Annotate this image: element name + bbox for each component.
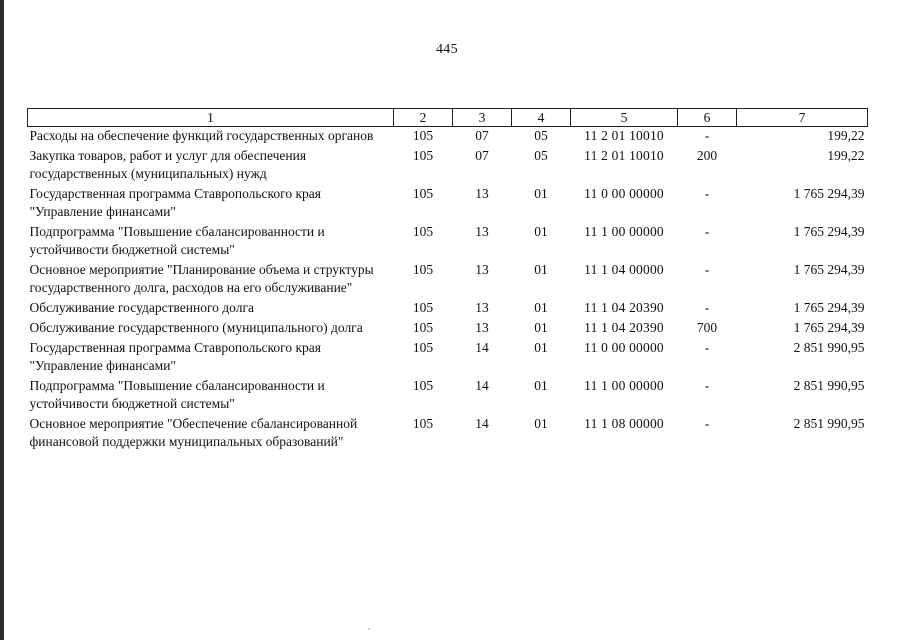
table-row — [28, 299, 868, 319]
target-item-code-cell: 11 1 00 00000 — [584, 224, 664, 239]
table-row — [28, 339, 868, 377]
column-number-row — [28, 109, 868, 127]
target-item-code-cell: 11 1 08 00000 — [584, 416, 664, 431]
table-body — [28, 127, 868, 454]
section-code-cell: 13 — [475, 186, 489, 201]
column-header-2: 2 — [394, 109, 453, 127]
ministry-code-cell: 105 — [412, 262, 434, 277]
expense-name-cell: Расходы на обеспечение функций государственных органов — [29, 128, 374, 143]
expense-name-cell: Обслуживание государственного (муниципального) долга — [29, 320, 363, 335]
expense-type-code-cell: - — [704, 378, 710, 393]
expense-type-code-cell: - — [704, 224, 710, 239]
amount-cell: 1 765 294,39 — [793, 300, 865, 315]
target-item-code-cell: 11 2 01 10010 — [584, 148, 664, 163]
expense-type-code-cell: - — [704, 128, 710, 143]
amount-cell: 1 765 294,39 — [793, 224, 865, 239]
section-code-cell: 13 — [475, 224, 489, 239]
expense-type-code-cell: - — [704, 340, 710, 355]
section-code-cell: 07 — [475, 128, 489, 143]
ministry-code-cell: 105 — [412, 378, 434, 393]
column-header-6: 6 — [678, 109, 737, 127]
amount-cell: 2 851 990,95 — [793, 416, 865, 431]
subsection-code-cell: 01 — [534, 262, 548, 277]
section-code-cell: 13 — [475, 262, 489, 277]
table-row — [28, 377, 868, 415]
table-row — [28, 147, 868, 185]
ministry-code-cell: 105 — [412, 186, 434, 201]
table-row — [28, 223, 868, 261]
table-row — [28, 261, 868, 299]
amount-cell: 2 851 990,95 — [793, 340, 865, 355]
table-row — [28, 415, 868, 453]
ministry-code-cell: 105 — [412, 224, 434, 239]
amount-cell: 199,22 — [827, 148, 865, 163]
page-number: 445 — [436, 42, 458, 57]
target-item-code-cell: 11 0 00 00000 — [584, 340, 664, 355]
expense-name-cell: Государственная программа Ставропольского края "Управление финансами" — [29, 340, 321, 373]
table-row — [28, 185, 868, 223]
expense-name-cell: Закупка товаров, работ и услуг для обеспечения государственных (муниципальных) нужд — [29, 148, 307, 181]
section-code-cell: 14 — [475, 416, 489, 431]
expense-name-cell: Основное мероприятие "Планирование объема и структуры государственного долга, расходов на его обслуживание" — [29, 262, 374, 295]
expense-type-code-cell: - — [704, 416, 710, 431]
column-header-7: 7 — [737, 109, 868, 127]
column-header-4: 4 — [512, 109, 571, 127]
column-header-1: 1 — [28, 109, 394, 127]
target-item-code-cell: 11 0 00 00000 — [584, 186, 664, 201]
expense-type-code-cell: 700 — [696, 320, 718, 335]
target-item-code-cell: 11 2 01 10010 — [584, 128, 664, 143]
ministry-code-cell: 105 — [412, 320, 434, 335]
subsection-code-cell: 01 — [534, 378, 548, 393]
section-code-cell: 07 — [475, 148, 489, 163]
target-item-code-cell: 11 1 04 00000 — [584, 262, 664, 277]
subsection-code-cell: 01 — [534, 320, 548, 335]
table-row — [28, 127, 868, 148]
column-header-5: 5 — [571, 109, 678, 127]
subsection-code-cell: 05 — [534, 128, 548, 143]
page-left-edge — [0, 0, 4, 640]
amount-cell: 1 765 294,39 — [793, 320, 865, 335]
subsection-code-cell: 01 — [534, 300, 548, 315]
table-row — [28, 319, 868, 339]
section-code-cell: 13 — [475, 320, 489, 335]
expense-name-cell: Государственная программа Ставропольского края "Управление финансами" — [29, 186, 321, 219]
ministry-code-cell: 105 — [412, 148, 434, 163]
scan-speck — [368, 628, 370, 630]
expense-name-cell: Подпрограмма "Повышение сбалансированности и устойчивости бюджетной системы" — [29, 378, 325, 411]
target-item-code-cell: 11 1 04 20390 — [584, 300, 664, 315]
subsection-code-cell: 01 — [534, 224, 548, 239]
subsection-code-cell: 01 — [534, 416, 548, 431]
subsection-code-cell: 05 — [534, 148, 548, 163]
section-code-cell: 13 — [475, 300, 489, 315]
ministry-code-cell: 105 — [412, 416, 434, 431]
ministry-code-cell: 105 — [412, 300, 434, 315]
subsection-code-cell: 01 — [534, 186, 548, 201]
amount-cell: 2 851 990,95 — [793, 378, 865, 393]
expense-name-cell: Обслуживание государственного долга — [29, 300, 254, 315]
subsection-code-cell: 01 — [534, 340, 548, 355]
expense-type-code-cell: - — [704, 262, 710, 277]
expense-name-cell: Основное мероприятие "Обеспечение сбалансированной финансовой поддержки муниципальных образований" — [29, 416, 358, 449]
expense-type-code-cell: - — [704, 300, 710, 315]
section-code-cell: 14 — [475, 378, 489, 393]
column-header-3: 3 — [453, 109, 512, 127]
amount-cell: 199,22 — [827, 128, 865, 143]
section-code-cell: 14 — [475, 340, 489, 355]
expense-type-code-cell: 200 — [696, 148, 718, 163]
ministry-code-cell: 105 — [412, 340, 434, 355]
amount-cell: 1 765 294,39 — [793, 186, 865, 201]
amount-cell: 1 765 294,39 — [793, 262, 865, 277]
ministry-code-cell: 105 — [412, 128, 434, 143]
target-item-code-cell: 11 1 04 20390 — [584, 320, 664, 335]
expense-name-cell: Подпрограмма "Повышение сбалансированности и устойчивости бюджетной системы" — [29, 224, 325, 257]
budget-table — [27, 108, 868, 453]
expense-type-code-cell: - — [704, 186, 710, 201]
target-item-code-cell: 11 1 00 00000 — [584, 378, 664, 393]
